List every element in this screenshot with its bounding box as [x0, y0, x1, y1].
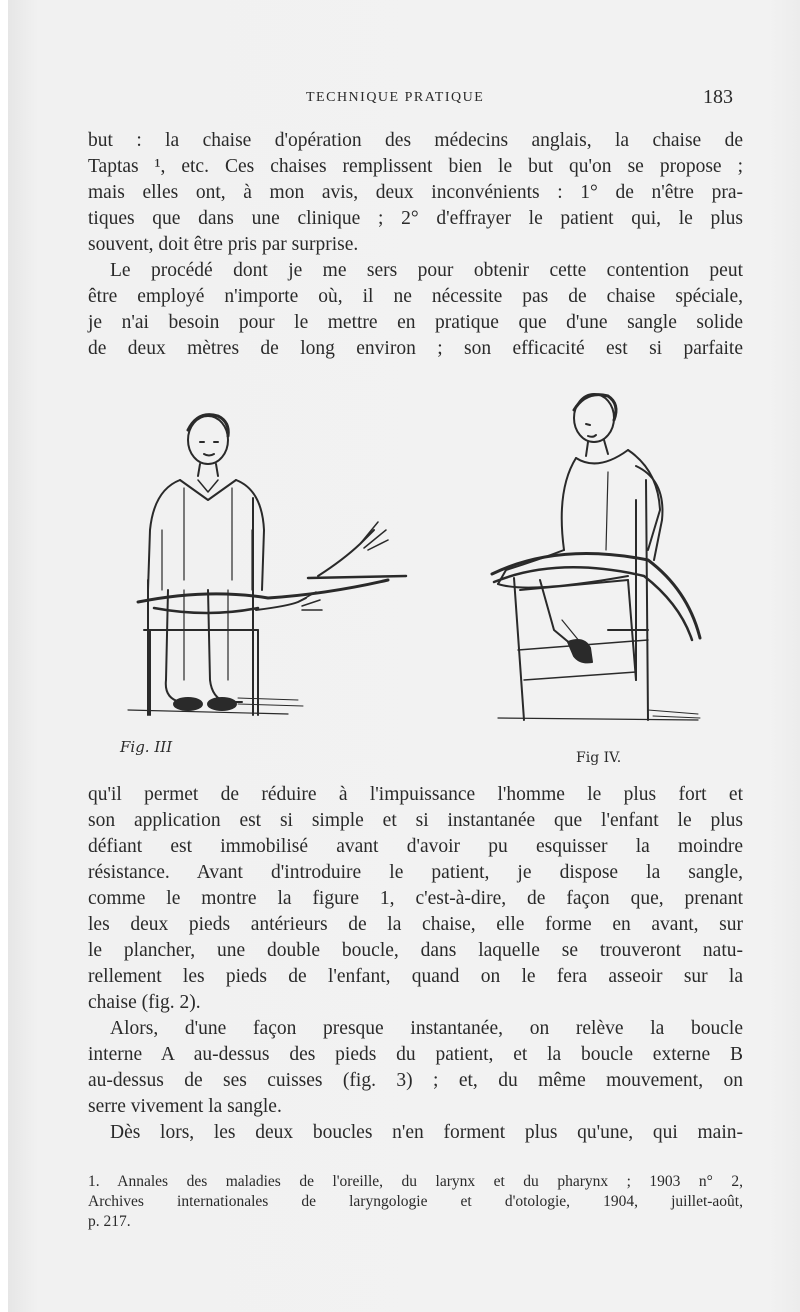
text-line: je n'ai besoin pour le mettre en pratique que d'une sangle solide — [88, 312, 743, 333]
text-line: le plancher, une double boucle, dans laquelle se trouveront natu- — [88, 940, 743, 961]
paragraph — [88, 258, 743, 362]
footnote-line: p. 217. — [88, 1213, 131, 1230]
paragraph — [88, 128, 743, 258]
text-line: interne A au-dessus des pieds du patient, et la boucle externe B — [88, 1044, 743, 1065]
text-line: comme le montre la figure 1, c'est-à-dire, de façon que, prenant — [88, 888, 743, 909]
figure-4-caption: Fig IV. — [576, 750, 622, 766]
fig3-drawing — [128, 415, 406, 715]
text-line: Taptas ¹, etc. Ces chaises remplissent bien le but qu'on se propose ; — [88, 156, 743, 177]
text-line: Dès lors, les deux boucles n'en forment plus qu'une, qui main- — [110, 1122, 743, 1143]
figure-3-caption: Fig. III — [120, 738, 173, 756]
text-line: son application est si simple et si instantanée que l'enfant le plus — [88, 810, 743, 831]
text-block-top — [88, 128, 743, 362]
text-line: Le procédé dont je me sers pour obtenir cette contention peut — [110, 260, 743, 281]
paragraph — [88, 1120, 743, 1146]
text-line: résistance. Avant d'introduire le patient, je dispose la sangle, — [88, 862, 743, 883]
text-block-bottom — [88, 782, 743, 1146]
footnote-line: Archives internationales de laryngologie et d'otologie, 1904, juillet-août, — [88, 1193, 743, 1210]
running-head: TECHNIQUE PRATIQUE — [306, 90, 485, 105]
text-line: rellement les pieds de l'enfant, quand on le fera asseoir sur la — [88, 966, 743, 987]
text-line: serre vivement la sangle. — [88, 1096, 282, 1117]
text-line: qu'il permet de réduire à l'impuissance l'homme le plus fort et — [88, 784, 743, 805]
text-line: les deux pieds antérieurs de la chaise, elle forme en avant, sur — [88, 914, 743, 935]
text-line: au-dessus de ses cuisses (fig. 3) ; et, du même mouvement, on — [88, 1070, 743, 1091]
text-line: défiant est immobilisé avant d'avoir pu esquisser la moindre — [88, 836, 743, 857]
restraint-illustration — [88, 380, 748, 780]
text-line: tiques que dans une clinique ; 2° d'effrayer le patient qui, le plus — [88, 208, 743, 229]
text-line: être employé n'importe où, il ne nécessite pas de chaise spéciale, — [88, 286, 743, 307]
footnote — [88, 1172, 743, 1232]
text-line: chaise (fig. 2). — [88, 992, 201, 1013]
paragraph — [88, 1016, 743, 1120]
fig4-drawing — [492, 394, 700, 720]
page-number: 183 — [703, 86, 733, 108]
page-header — [88, 86, 743, 112]
illustration-figures-3-4 — [88, 380, 748, 780]
paragraph — [88, 782, 743, 1016]
text-line: de deux mètres de long environ ; son efficacité est si parfaite — [88, 338, 743, 359]
text-line: souvent, doit être pris par surprise. — [88, 234, 359, 255]
book-page — [8, 0, 800, 1312]
text-line: mais elles ont, à mon avis, deux inconvénients : 1° de n'être pra- — [88, 182, 743, 203]
footnote-line: 1. Annales des maladies de l'oreille, du larynx et du pharynx ; 1903 n° 2, — [88, 1173, 743, 1190]
text-line: Alors, d'une façon presque instantanée, on relève la boucle — [110, 1018, 743, 1039]
text-line: but : la chaise d'opération des médecins anglais, la chaise de — [88, 130, 743, 151]
